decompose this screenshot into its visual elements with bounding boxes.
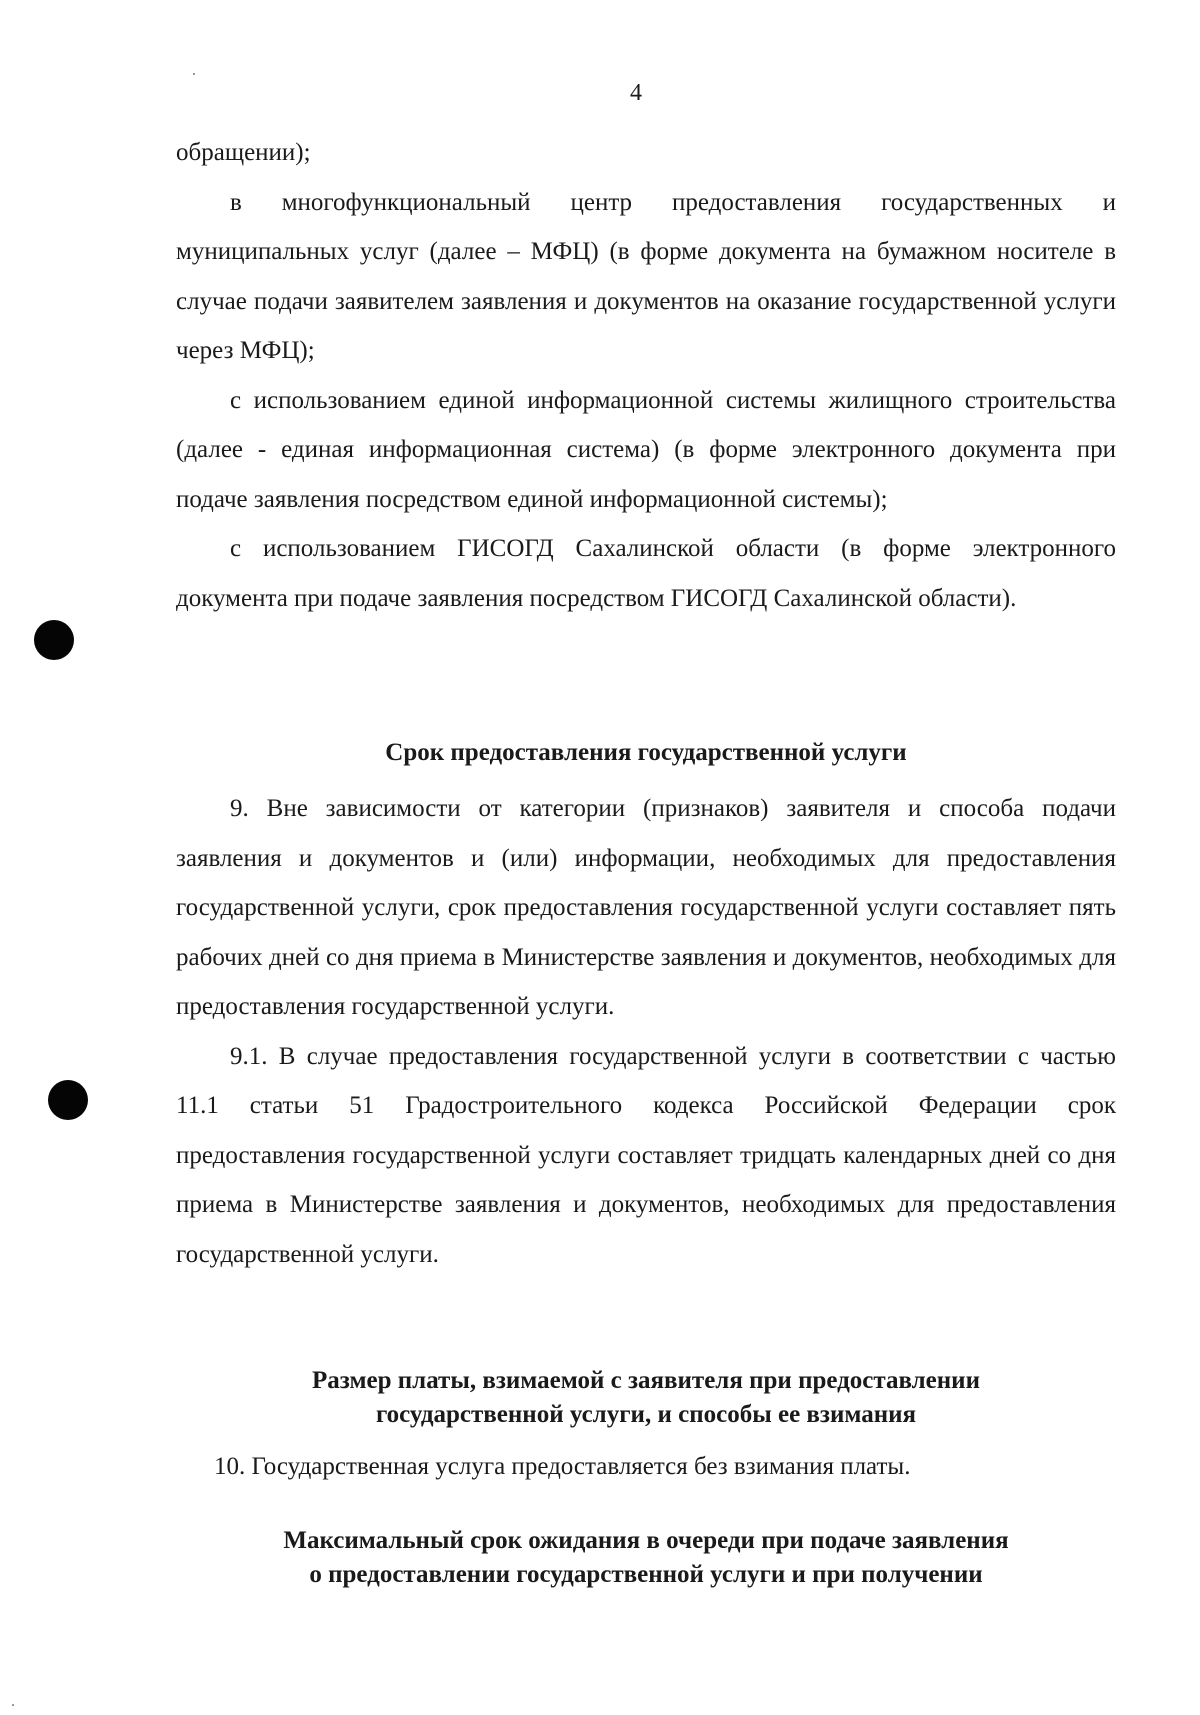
section-heading	[176, 736, 1116, 770]
page-number: 4	[630, 80, 642, 106]
paragraph: с использованием единой информационной системы жилищного строительства (далее - единая информационная система) (в форме электронного документа при подаче заявления посредством единой информационной системы);	[176, 386, 1116, 513]
service-delivery-methods	[176, 128, 1116, 623]
punch-hole	[48, 1080, 88, 1120]
scan-speck	[12, 1704, 14, 1706]
paragraph: с использованием ГИСОГД Сахалинской области (в форме электронного документа при подаче заявления посредством ГИСОГД Сахалинской области).	[176, 535, 1116, 612]
section-heading	[176, 1524, 1116, 1592]
punch-hole	[34, 620, 74, 660]
scan-speck	[193, 73, 195, 75]
service-fee-section	[176, 1442, 1116, 1492]
heading-line: Размер платы, взимаемой с заявителя при предоставлении	[312, 1367, 980, 1394]
paragraph: в многофункциональный центр предоставления государственных и муниципальных услуг (далее – МФЦ) (в форме документа на бумажном носителе в случае подачи заявителем заявления и документов на оказание государственной услуги через МФЦ);	[176, 188, 1116, 364]
paragraph: 9.1. В случае предоставления государственной услуги в соответствии с частью 11.1 статьи 51 Градостроительного кодекса Российской Федерации срок предоставления государственной услуги составляет тридцать календарных дней со дня приема в Министерстве заявления и документов, необходимых для предоставления государственной услуги.	[176, 1042, 1116, 1268]
paragraph: обращении);	[176, 139, 311, 166]
heading-line: Срок предоставления государственной услуги	[385, 739, 907, 766]
heading-line: государственной услуги, и способы ее взимания	[375, 1401, 917, 1428]
heading-line: Максимальный срок ожидания в очереди при подаче заявления	[283, 1527, 1009, 1554]
paragraph: 10. Государственная услуга предоставляется без взимания платы.	[214, 1453, 911, 1480]
paragraph: 9. Вне зависимости от категории (признаков) заявителя и способа подачи заявления и документов и (или) информации, необходимых для предоставления государственной услуги, срок предоставления государственной услуги составляет пять рабочих дней со дня приема в Министерстве заявления и документов, необходимых для предоставления государственной услуги.	[176, 795, 1116, 1020]
heading-line: о предоставлении государственной услуги и при получении	[309, 1561, 983, 1588]
section-heading	[176, 1364, 1116, 1432]
service-term-section	[176, 784, 1116, 1279]
